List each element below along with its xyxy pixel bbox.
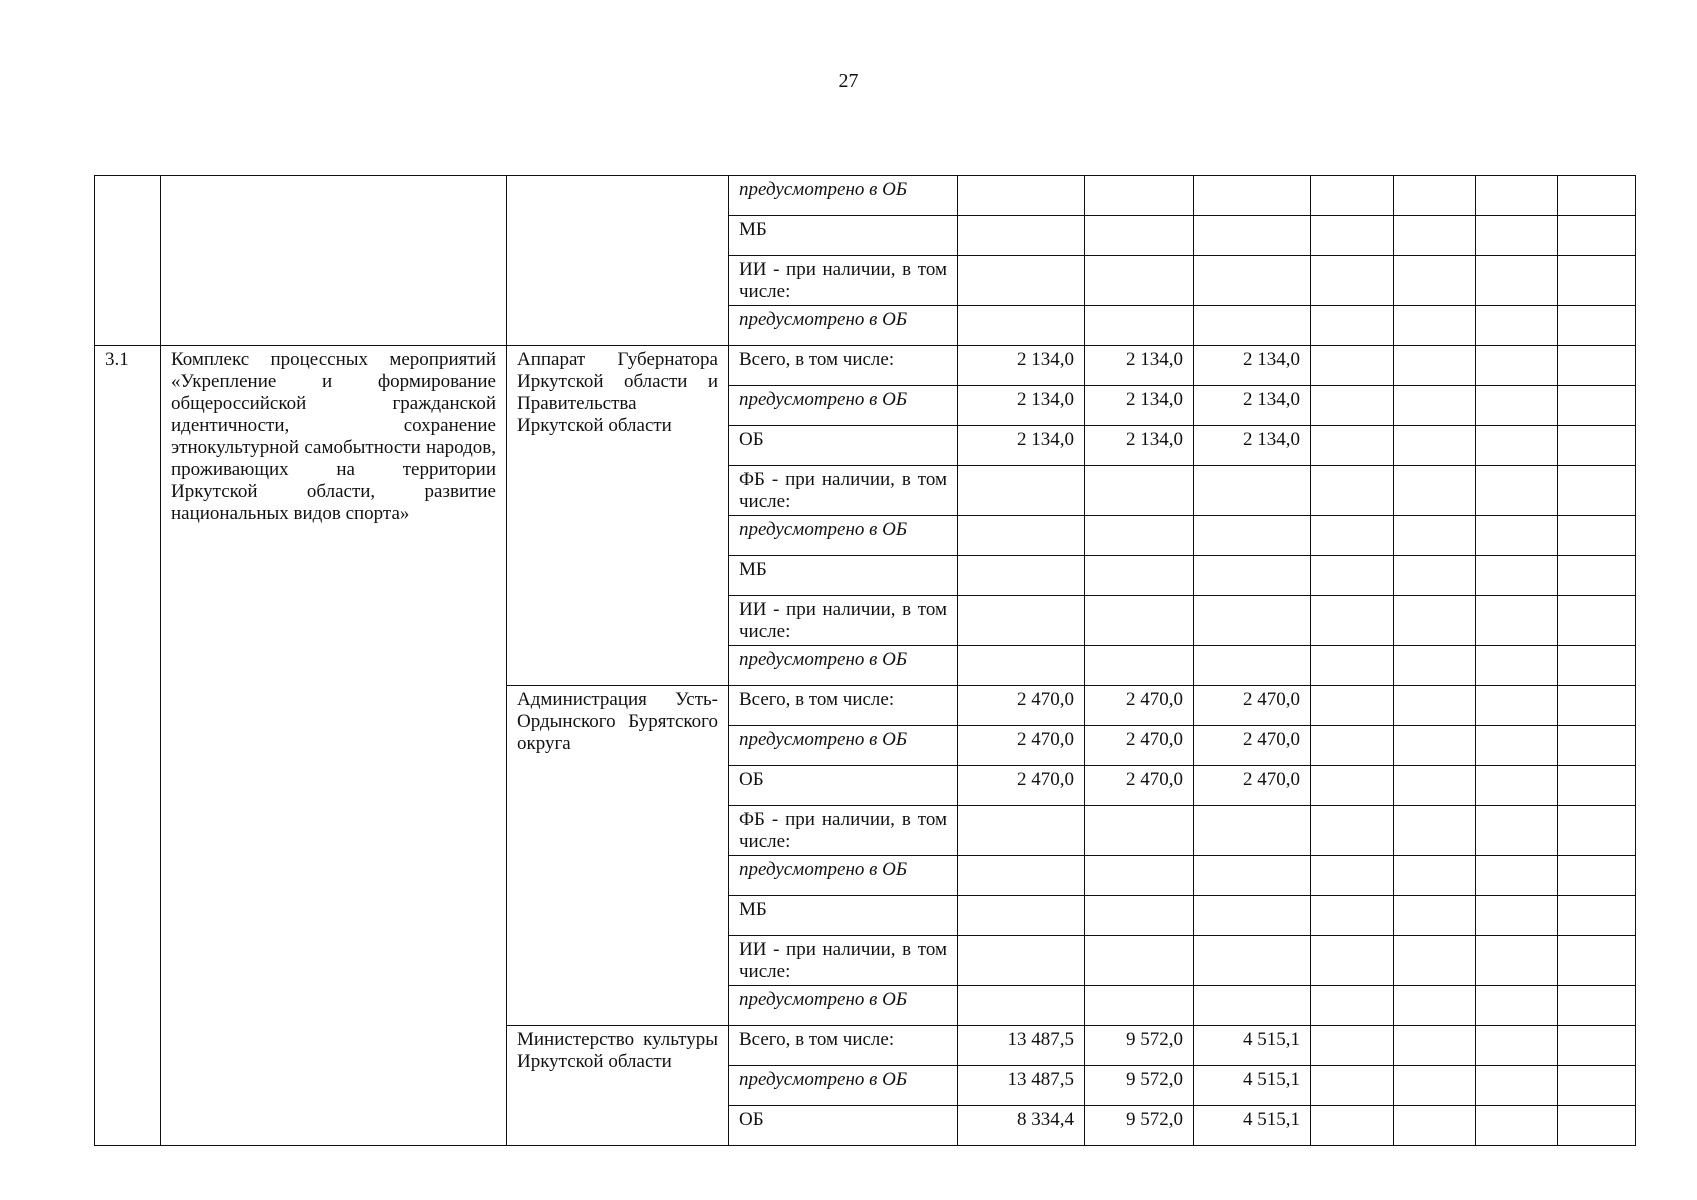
- amount-cell-v2: [1085, 596, 1194, 646]
- empty-cell: [1311, 386, 1394, 426]
- amount-cell-v3: 4 515,1: [1194, 1066, 1311, 1106]
- amount-cell-v3: [1194, 516, 1311, 556]
- empty-cell: [1311, 936, 1394, 986]
- empty-cell: [1311, 426, 1394, 466]
- funding-source-cell: ИИ - при наличии, в том числе:: [729, 256, 958, 306]
- amount-cell-v3: 2 470,0: [1194, 766, 1311, 806]
- empty-cell: [1394, 856, 1476, 896]
- funding-source-cell: ОБ: [729, 1106, 958, 1146]
- amount-cell-v2: 9 572,0: [1085, 1066, 1194, 1106]
- empty-cell: [1311, 726, 1394, 766]
- empty-cell: [1394, 986, 1476, 1026]
- amount-cell-v2: 2 134,0: [1085, 346, 1194, 386]
- amount-cell-v3: 2 134,0: [1194, 426, 1311, 466]
- empty-cell: [1476, 1026, 1558, 1066]
- amount-cell-v1: [958, 986, 1085, 1026]
- empty-cell: [1558, 346, 1636, 386]
- funding-source-cell: предусмотрено в ОБ: [729, 306, 958, 346]
- empty-cell: [1558, 686, 1636, 726]
- empty-cell: [1558, 936, 1636, 986]
- amount-cell-v1: [958, 596, 1085, 646]
- empty-cell: [1311, 986, 1394, 1026]
- amount-cell-v2: [1085, 856, 1194, 896]
- empty-cell: [1476, 986, 1558, 1026]
- empty-cell: [1394, 766, 1476, 806]
- amount-cell-v2: 2 134,0: [1085, 386, 1194, 426]
- empty-cell: [1476, 1066, 1558, 1106]
- empty-cell: [1558, 986, 1636, 1026]
- empty-cell: [1558, 596, 1636, 646]
- empty-cell: [1394, 1026, 1476, 1066]
- amount-cell-v3: 2 134,0: [1194, 386, 1311, 426]
- table-row: [95, 346, 1636, 386]
- empty-cell: [1311, 686, 1394, 726]
- item-name: Комплекс процессных мероприятий «Укрепление и формирование общероссийской гражданской идентичности, сохранение этнокультурной самобытности народов, проживающих на территории Иркутской области, развитие национальных видов спорта»: [161, 346, 507, 1146]
- empty-cell: [1394, 936, 1476, 986]
- amount-cell-v1: 2 470,0: [958, 726, 1085, 766]
- page-number: 27: [838, 70, 859, 92]
- amount-cell-v2: [1085, 466, 1194, 516]
- amount-cell-v1: [958, 856, 1085, 896]
- empty-cell: [1394, 726, 1476, 766]
- empty-cell: [1476, 596, 1558, 646]
- amount-cell-v1: [958, 896, 1085, 936]
- empty-cell: [1311, 556, 1394, 596]
- executor-name: Министерство культуры Иркутской области: [507, 1026, 729, 1146]
- amount-cell-v3: [1194, 936, 1311, 986]
- amount-cell-v3: [1194, 896, 1311, 936]
- amount-cell-v2: [1085, 806, 1194, 856]
- empty-cell: [1394, 1066, 1476, 1106]
- amount-cell-v3: 2 470,0: [1194, 726, 1311, 766]
- empty-cell: [1476, 686, 1558, 726]
- empty-cell: [1394, 806, 1476, 856]
- amount-cell-v3: [1194, 806, 1311, 856]
- amount-cell-v1: [958, 556, 1085, 596]
- amount-cell-v3: 4 515,1: [1194, 1026, 1311, 1066]
- empty-cell: [1476, 726, 1558, 766]
- empty-cell: [1476, 426, 1558, 466]
- amount-cell-v1: [958, 806, 1085, 856]
- funding-source-cell: предусмотрено в ОБ: [729, 516, 958, 556]
- amount-cell-v1: 2 134,0: [958, 386, 1085, 426]
- amount-cell-v1: 13 487,5: [958, 1026, 1085, 1066]
- empty-cell: [1558, 1066, 1636, 1106]
- empty-cell: [1476, 516, 1558, 556]
- empty-cell: [1394, 686, 1476, 726]
- empty-cell: [1311, 1106, 1394, 1146]
- amount-cell-v3: 4 515,1: [1194, 1106, 1311, 1146]
- budget-table: [94, 175, 1636, 1146]
- funding-source-cell: Всего, в том числе:: [729, 1026, 958, 1066]
- amount-cell-v2: [1085, 516, 1194, 556]
- name-cell-empty: [161, 176, 507, 346]
- funding-source-cell: ФБ - при наличии, в том числе:: [729, 466, 958, 516]
- amount-cell-v2: [1085, 986, 1194, 1026]
- funding-source-cell: предусмотрено в ОБ: [729, 726, 958, 766]
- empty-cell: [1558, 556, 1636, 596]
- table-row: [95, 176, 1636, 216]
- amount-cell-v2: 2 470,0: [1085, 726, 1194, 766]
- empty-cell: [1476, 1106, 1558, 1146]
- amount-cell-v1: [958, 936, 1085, 986]
- empty-cell: [1394, 1106, 1476, 1146]
- empty-cell: [1311, 596, 1394, 646]
- empty-cell: [1558, 726, 1636, 766]
- funding-source-cell: предусмотрено в ОБ: [729, 1066, 958, 1106]
- amount-cell-v2: 2 470,0: [1085, 686, 1194, 726]
- empty-cell: [1558, 516, 1636, 556]
- executor-name: Аппарат Губернатора Иркутской области и Правительства Иркутской области: [507, 346, 729, 686]
- table-body: [95, 176, 1636, 1146]
- empty-cell: [1311, 896, 1394, 936]
- funding-source-cell: МБ: [729, 896, 958, 936]
- amount-cell-v3: 2 134,0: [1194, 346, 1311, 386]
- amount-cell-v3: [1194, 646, 1311, 686]
- amount-cell-v1: [958, 466, 1085, 516]
- amount-cell-v2: [1085, 646, 1194, 686]
- empty-cell: [1311, 856, 1394, 896]
- empty-cell: [1558, 896, 1636, 936]
- empty-cell: [1476, 646, 1558, 686]
- amount-cell-v2: 9 572,0: [1085, 1106, 1194, 1146]
- empty-cell: [1311, 766, 1394, 806]
- empty-cell: [1394, 426, 1476, 466]
- empty-cell: [1394, 556, 1476, 596]
- funding-source-cell: МБ: [729, 216, 958, 256]
- funding-source-cell: ИИ - при наличии, в том числе:: [729, 936, 958, 986]
- funding-source-cell: ОБ: [729, 766, 958, 806]
- amount-cell-v3: [1194, 856, 1311, 896]
- executor-name: Администрация Усть-Ордынского Бурятского округа: [507, 686, 729, 1026]
- funding-source-cell: предусмотрено в ОБ: [729, 856, 958, 896]
- empty-cell: [1394, 386, 1476, 426]
- empty-cell: [1476, 466, 1558, 516]
- empty-cell: [1558, 386, 1636, 426]
- empty-cell: [1394, 346, 1476, 386]
- empty-cell: [1558, 806, 1636, 856]
- empty-cell: [1476, 896, 1558, 936]
- empty-cell: [1311, 1026, 1394, 1066]
- empty-cell: [1476, 556, 1558, 596]
- amount-cell-v3: [1194, 986, 1311, 1026]
- executor-cell-empty: [507, 176, 729, 346]
- amount-cell-v1: [958, 516, 1085, 556]
- empty-cell: [1476, 766, 1558, 806]
- amount-cell-v2: [1085, 896, 1194, 936]
- amount-cell-v1: 8 334,4: [958, 1106, 1085, 1146]
- funding-source-cell: МБ: [729, 556, 958, 596]
- funding-source-cell: предусмотрено в ОБ: [729, 386, 958, 426]
- empty-cell: [1558, 1026, 1636, 1066]
- number-cell-empty: [95, 176, 161, 346]
- empty-cell: [1311, 516, 1394, 556]
- empty-cell: [1558, 426, 1636, 466]
- funding-source-cell: ИИ - при наличии, в том числе:: [729, 596, 958, 646]
- amount-cell-v1: 2 470,0: [958, 766, 1085, 806]
- amount-cell-v3: 2 470,0: [1194, 686, 1311, 726]
- amount-cell-v2: [1085, 556, 1194, 596]
- empty-cell: [1476, 346, 1558, 386]
- empty-cell: [1394, 896, 1476, 936]
- funding-source-cell: ФБ - при наличии, в том числе:: [729, 806, 958, 856]
- amount-cell-v1: [958, 646, 1085, 686]
- funding-source-cell: предусмотрено в ОБ: [729, 176, 958, 216]
- empty-cell: [1476, 936, 1558, 986]
- empty-cell: [1394, 646, 1476, 686]
- empty-cell: [1558, 1106, 1636, 1146]
- amount-cell-v3: [1194, 596, 1311, 646]
- empty-cell: [1476, 806, 1558, 856]
- item-number: 3.1: [95, 346, 161, 1146]
- amount-cell-v1: 2 134,0: [958, 346, 1085, 386]
- funding-source-cell: Всего, в том числе:: [729, 686, 958, 726]
- amount-cell-v1: 2 470,0: [958, 686, 1085, 726]
- amount-cell-v3: [1194, 466, 1311, 516]
- empty-cell: [1558, 856, 1636, 896]
- amount-cell-v3: [1194, 556, 1311, 596]
- amount-cell-v1: 2 134,0: [958, 426, 1085, 466]
- empty-cell: [1558, 766, 1636, 806]
- empty-cell: [1394, 516, 1476, 556]
- amount-cell-v2: [1085, 936, 1194, 986]
- empty-cell: [1311, 466, 1394, 516]
- empty-cell: [1394, 596, 1476, 646]
- empty-cell: [1311, 346, 1394, 386]
- amount-cell-v2: 2 134,0: [1085, 426, 1194, 466]
- empty-cell: [1558, 646, 1636, 686]
- empty-cell: [1311, 646, 1394, 686]
- empty-cell: [1558, 466, 1636, 516]
- amount-cell-v2: 2 470,0: [1085, 766, 1194, 806]
- empty-cell: [1476, 386, 1558, 426]
- empty-cell: [1476, 856, 1558, 896]
- funding-source-cell: Всего, в том числе:: [729, 346, 958, 386]
- amount-cell-v1: 13 487,5: [958, 1066, 1085, 1106]
- empty-cell: [1394, 466, 1476, 516]
- empty-cell: [1311, 1066, 1394, 1106]
- funding-source-cell: предусмотрено в ОБ: [729, 646, 958, 686]
- empty-cell: [1311, 806, 1394, 856]
- funding-source-cell: предусмотрено в ОБ: [729, 986, 958, 1026]
- funding-source-cell: ОБ: [729, 426, 958, 466]
- amount-cell-v2: 9 572,0: [1085, 1026, 1194, 1066]
